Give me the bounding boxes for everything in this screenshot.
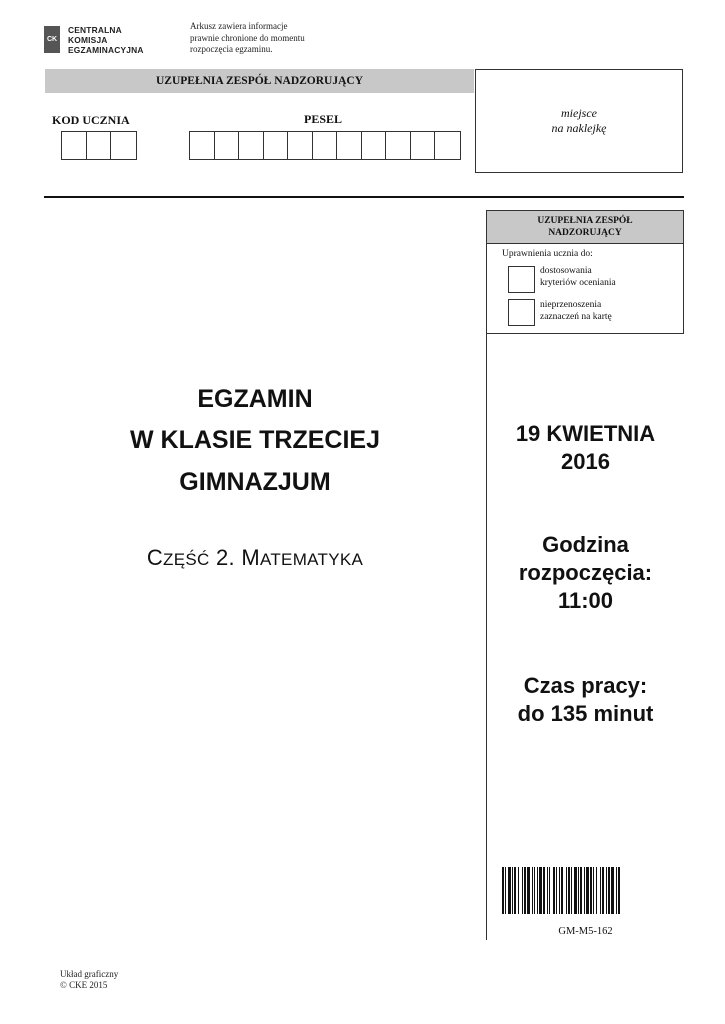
exam-title-line-3: GIMNAZJUM (179, 468, 331, 496)
part-text: 2. M (209, 545, 260, 570)
procedures-header-line: NADZORUJĄCY (548, 228, 622, 238)
barcode-bar (606, 867, 607, 914)
procedures-header (487, 211, 683, 244)
barcode-bar (522, 867, 523, 914)
cke-logo (44, 25, 174, 55)
pesel-cell[interactable] (190, 132, 215, 159)
notice-line: prawnie chronione do momentu (190, 32, 305, 43)
logo-line: KOMISJA (68, 35, 108, 45)
pesel-cell[interactable] (215, 132, 240, 159)
pesel-field[interactable] (189, 131, 461, 160)
barcode-bar (512, 867, 513, 914)
barcode-bar (584, 867, 585, 914)
barcode-bar (518, 867, 519, 914)
protection-notice (190, 21, 305, 56)
barcode-bar (574, 867, 577, 914)
label-line: zaznaczeń na kartę (540, 311, 612, 322)
pesel-cell[interactable] (239, 132, 264, 159)
pesel-cell[interactable] (435, 132, 460, 159)
barcode-bar (566, 867, 567, 914)
checkbox-dostosowania-label (540, 266, 616, 289)
procedures-subtitle: Uprawnienia ucznia do: (502, 249, 593, 259)
sticker-text: na naklejkę (551, 121, 607, 135)
barcode-bar (608, 867, 610, 914)
barcode-bar (616, 867, 617, 914)
barcode-bar (527, 867, 530, 914)
pesel-label: PESEL (304, 112, 343, 126)
barcode-bar (549, 867, 550, 914)
supervisor-bar: UZUPEŁNIA ZESPÓŁ NADZORUJĄCY (45, 69, 474, 93)
logo-line: EGZAMINACYJNA (68, 45, 144, 55)
checkbox-nieprzenoszenia[interactable] (508, 299, 535, 326)
barcode-bar (561, 867, 563, 914)
start-line: 11:00 (557, 588, 614, 613)
checkbox-dostosowania[interactable] (508, 266, 535, 293)
logo-line: CENTRALNA (68, 25, 122, 35)
date-line: 2016 (561, 449, 610, 474)
kod-ucznia-label: KOD UCZNIA (52, 113, 130, 127)
barcode-bar (596, 867, 597, 914)
barcode-bar (508, 867, 511, 914)
barcode (502, 867, 668, 914)
duration-line: Czas pracy: (523, 673, 648, 698)
exam-date (487, 420, 684, 476)
pesel-cell[interactable] (362, 132, 387, 159)
kod-ucznia-field[interactable] (61, 131, 137, 160)
barcode-bar (547, 867, 548, 914)
part-text: C (146, 545, 164, 570)
pesel-cell[interactable] (288, 132, 313, 159)
exam-start-time (487, 531, 684, 615)
pesel-cell[interactable] (411, 132, 436, 159)
barcode-bar (602, 867, 604, 914)
notice-line: Arkusz zawiera informacje (190, 21, 288, 31)
kod-cell[interactable] (62, 132, 87, 159)
start-line: rozpoczęcia: (518, 560, 653, 585)
barcode-bar (586, 867, 589, 914)
barcode-bar (534, 867, 535, 914)
part-text: ZĘŚĆ (163, 550, 210, 569)
label-line: kryteriów oceniania (540, 277, 616, 288)
barcode-bar (590, 867, 592, 914)
barcode-bar (618, 867, 620, 914)
footer-line: © CKE 2015 (60, 980, 108, 990)
barcode-bar (539, 867, 542, 914)
pesel-cell[interactable] (337, 132, 362, 159)
barcode-bar (543, 867, 545, 914)
barcode-bar (502, 867, 504, 914)
checkbox-nieprzenoszenia-label (540, 300, 612, 323)
pesel-cell[interactable] (264, 132, 289, 159)
barcode-bar (600, 867, 601, 914)
exam-part-title (45, 545, 465, 571)
barcode-bar (580, 867, 582, 914)
barcode-bar (532, 867, 533, 914)
cke-logo-mark: CK (44, 26, 60, 53)
barcode-bar (514, 867, 516, 914)
divider (44, 196, 684, 198)
barcode-bar (611, 867, 614, 914)
barcode-bar (571, 867, 572, 914)
sticker-area (475, 69, 683, 173)
footer-line: Układ graficzny (60, 969, 119, 979)
footer-credits (60, 969, 118, 991)
barcode-bar (556, 867, 557, 914)
kod-cell[interactable] (87, 132, 112, 159)
barcode-bar (559, 867, 560, 914)
pesel-cell[interactable] (386, 132, 411, 159)
label-line: dostosowania (540, 266, 592, 276)
date-line: 19 KWIETNIA (515, 421, 656, 446)
exam-title-line-2: W KLASIE TRZECIEJ (129, 426, 380, 454)
notice-line: rozpoczęcia egzaminu. (190, 44, 273, 54)
procedures-header-line: UZUPEŁNIA ZESPÓŁ (537, 216, 633, 226)
duration-line: do 135 minut (517, 701, 654, 726)
cke-logo-text (68, 25, 144, 55)
barcode-bar (537, 867, 538, 914)
exam-title-line-1: EGZAMIN (197, 385, 313, 413)
barcode-bar (578, 867, 579, 914)
start-line: Godzina (542, 532, 629, 557)
kod-cell[interactable] (111, 132, 136, 159)
exam-code: GM-M5-162 (558, 926, 613, 937)
procedures-box (486, 210, 684, 334)
barcode-bar (553, 867, 555, 914)
barcode-bar (568, 867, 570, 914)
exam-duration (487, 672, 684, 728)
part-text: ATEMATYKA (260, 550, 364, 569)
pesel-cell[interactable] (313, 132, 338, 159)
label-line: nieprzenoszenia (540, 300, 602, 310)
barcode-bar (593, 867, 594, 914)
sticker-text: miejsce (561, 106, 597, 120)
barcode-bar (524, 867, 526, 914)
barcode-bar (505, 867, 506, 914)
